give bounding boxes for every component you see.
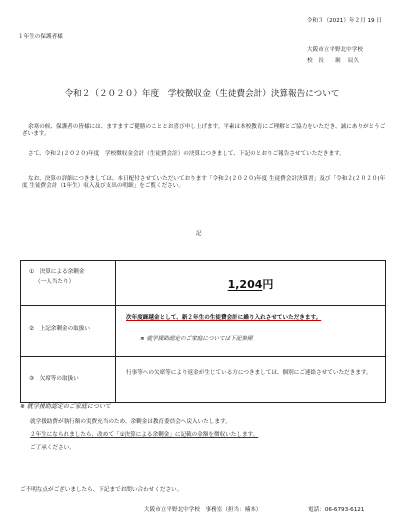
table-cell-absence-text bbox=[116, 357, 386, 403]
body-paragraph-report: さて、令和２(２０２０)年度 学校徴収金会計（生徒費会計）の決算につきまして、下記のとおりご報告させていただきます。 bbox=[28, 151, 345, 157]
results-table bbox=[20, 260, 386, 403]
table-cell-handling-text bbox=[116, 306, 386, 357]
body-paragraph-details: なお、決算の詳細につきましては、本日配付させていただいております「令和２(２０２０)年度 生徒費会計決算書」及び「令和２(２０２０)年度 生徒費会計（1年生）収入及び支出の明細」をご覧ください。 bbox=[22, 176, 386, 190]
body-paragraph-greeting: 余寒の候、保護者の皆様には、ますますご健勝のこととお喜び申し上げます。平素は本校教育にご理解とご協力をいただき、誠にありがとうございます。 bbox=[22, 124, 386, 138]
table-cell-handling-label bbox=[21, 306, 116, 357]
surplus-label-sub: （一人当たり） bbox=[35, 279, 75, 285]
handling-note: ※ 就学援助認定のご家庭については下記参照 bbox=[140, 336, 253, 342]
table-cell-absence-label bbox=[21, 357, 116, 403]
footer-phone: 電話：06-6793-6121 bbox=[308, 507, 365, 513]
sender-school: 大阪市立平野北中学校 bbox=[307, 47, 363, 53]
footer-contact: ご不明な点がございましたら、下記までお問い合わせください。 bbox=[20, 487, 183, 493]
table-cell-surplus-label bbox=[21, 261, 116, 306]
surplus-amount-value: 1,204 bbox=[227, 278, 263, 291]
table-row-absence-handling bbox=[21, 357, 386, 403]
document-title: 令和２（２０２０）年度 学校徴収金（生徒費会計）決算報告について bbox=[64, 89, 340, 99]
absence-text: 行事等への欠席等により返金が生じている方につきましては、個別にご連絡させていただきます。 bbox=[126, 370, 372, 376]
ki-heading: 記 bbox=[196, 231, 202, 237]
table-row-surplus-handling bbox=[21, 306, 386, 357]
note-line-3: ご了承ください。 bbox=[30, 445, 75, 451]
surplus-amount bbox=[116, 276, 385, 292]
note-line-2: ２年生になられましたら、改めて「①決算による余剰金」に記載の金額を徴収いたします。 bbox=[30, 432, 259, 438]
surplus-label: ① 決算による余剰金 bbox=[29, 269, 85, 275]
handling-label: ② 上記余剰金の取扱い bbox=[29, 326, 90, 332]
table-row-surplus bbox=[21, 261, 386, 306]
document-date: 令和３（2021）年２月 19 日 bbox=[306, 18, 382, 24]
surplus-amount-unit: 円 bbox=[262, 278, 274, 291]
absence-label: ③ 欠席等の取扱い bbox=[29, 376, 79, 382]
sender-principal: 校 長 堀 辰久 bbox=[307, 58, 360, 64]
note-line-1: 就学援助費が執行額の実費充当のため、余剰金は教育委員会へ戻入いたします。 bbox=[30, 419, 231, 425]
note-heading: ※ 就学援助認定のご家庭について bbox=[20, 403, 111, 410]
handling-text: 次年度繰越金として、新２年生の生徒費会計に繰り入れさせていただきます。 bbox=[126, 315, 322, 321]
recipient: １年生の保護者様 bbox=[18, 34, 63, 40]
table-cell-surplus-amount bbox=[116, 261, 386, 306]
footer-office: 大阪市立平野北中学校 事務室（担当：楠本） bbox=[144, 507, 262, 513]
